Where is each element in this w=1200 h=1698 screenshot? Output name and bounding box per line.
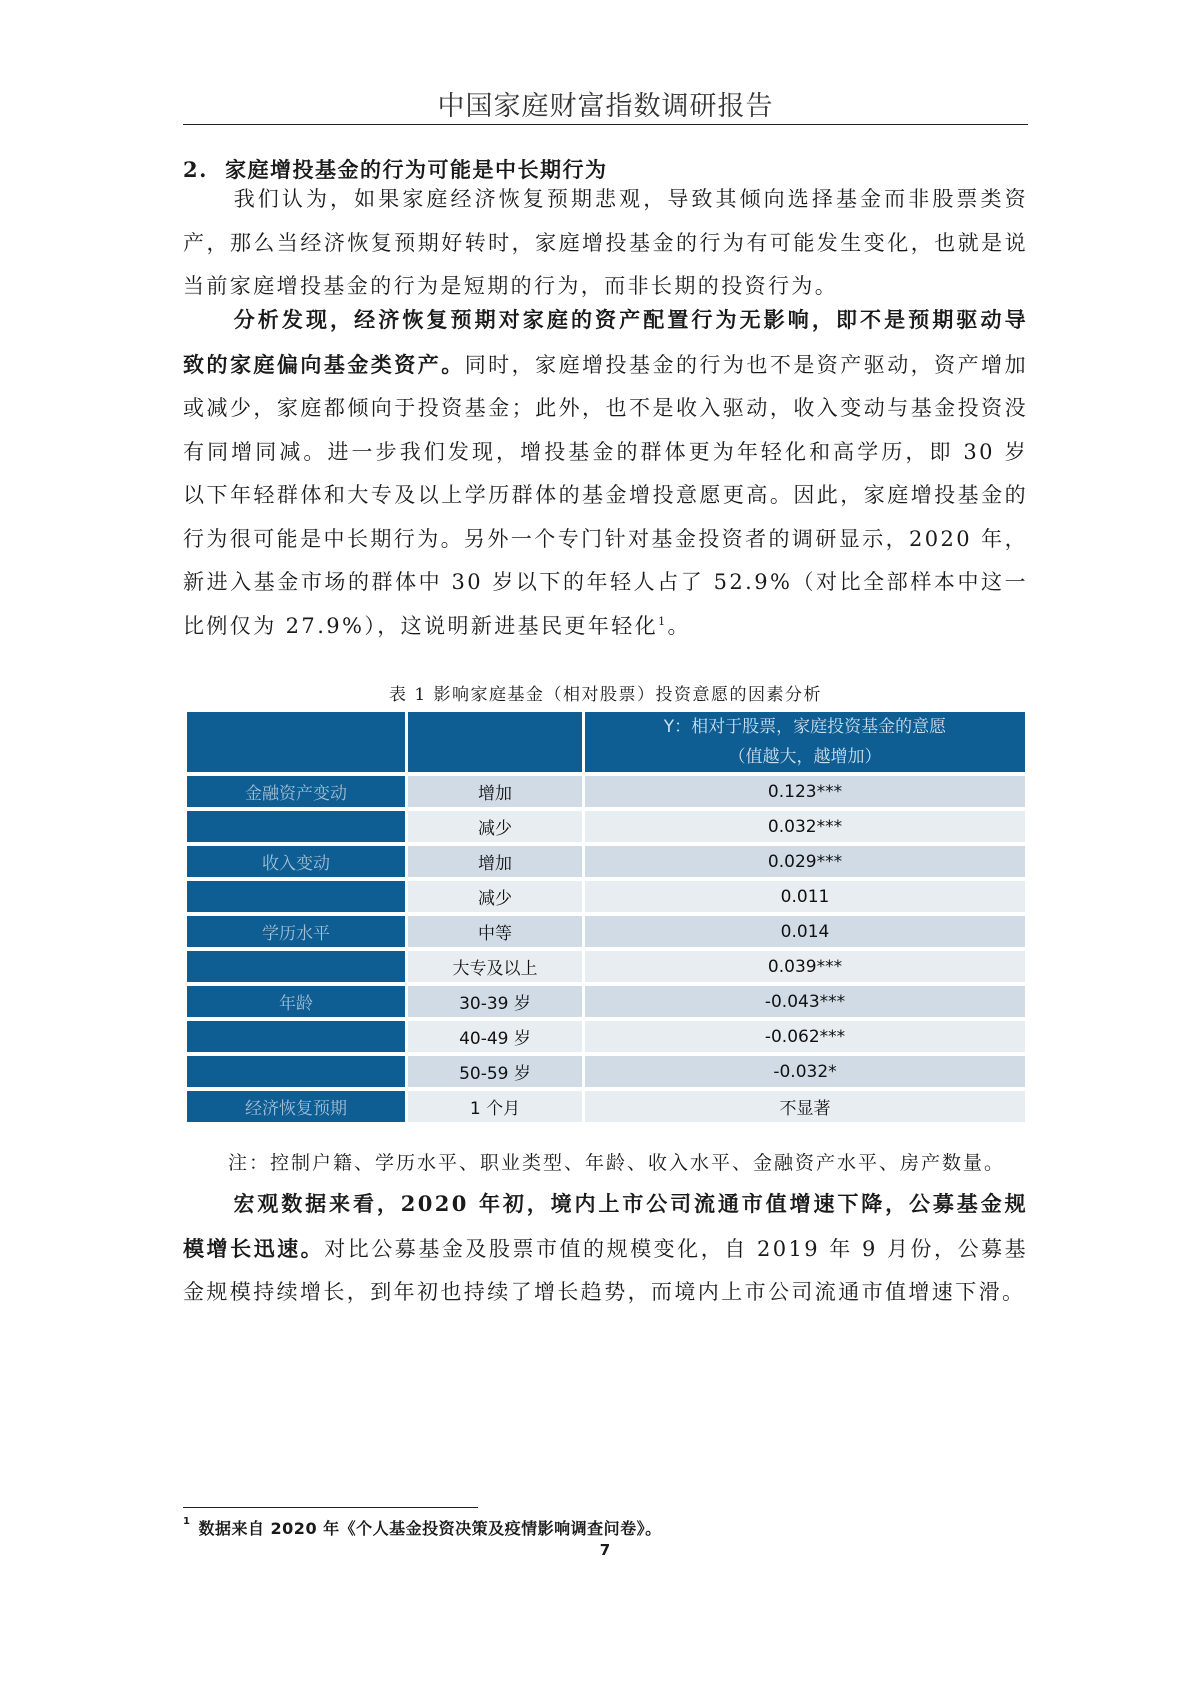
table-row bbox=[187, 1056, 1025, 1087]
table-cell-value: -0.043*** bbox=[585, 986, 1025, 1017]
paragraph-2 bbox=[183, 298, 1028, 648]
table-cell-factor: 经济恢复预期 bbox=[187, 1091, 405, 1122]
table-cell-factor bbox=[187, 951, 405, 982]
table-row bbox=[187, 846, 1025, 877]
factor-analysis-table bbox=[184, 708, 1028, 1126]
table-caption: 表 1 影响家庭基金（相对股票）投资意愿的因素分析 bbox=[388, 685, 823, 705]
table-cell-level: 减少 bbox=[408, 881, 582, 912]
paragraph-2-bold: 分析发现，经济恢复预期对家庭的资产配置行为无影响，即不是预期驱动导致的家庭偏向基金类资产。 bbox=[183, 307, 1028, 377]
paragraph-2-text: 同时，家庭增投基金的行为也不是资产驱动，资产增加或减少，家庭都倾向于投资基金；此外，也不是收入驱动，收入变动与基金投资没有同增同减。进一步我们发现，增投基金的群体更为年轻化和高学历，即 30 岁以下年轻群体和大专及以上学历群体的基金增投意愿更高。因此，家庭增投基金的行为很可能是中长期行为。另外一个专门针对基金投资者的调研显示，2020 年，新进入基金市场的群体中 30 岁以下的年轻人占了 52.9%（对比全部样本中这一比例仅为 27.9%），这说明新进基民更年轻化 bbox=[183, 352, 1028, 638]
section-title: 家庭增投基金的行为可能是中长期行为 bbox=[225, 157, 608, 182]
table-row bbox=[187, 1091, 1025, 1122]
header-divider bbox=[183, 124, 1028, 125]
table-cell-factor: 金融资产变动 bbox=[187, 776, 405, 807]
page-number: 7 bbox=[599, 1541, 611, 1559]
table-header-line-1: Y：相对于股票，家庭投资基金的意愿 bbox=[663, 717, 947, 737]
paragraph-1-text: 我们认为，如果家庭经济恢复预期悲观，导致其倾向选择基金而非股票类资产，那么当经济恢复预期好转时，家庭增投基金的行为有可能发生变化，也就是说当前家庭增投基金的行为是短期的行为，而非长期的投资行为。 bbox=[183, 187, 1028, 298]
table-row bbox=[187, 916, 1025, 947]
table-cell-level: 40-49 岁 bbox=[408, 1021, 582, 1052]
paragraph-2-end: 。 bbox=[667, 613, 691, 638]
table-cell-factor bbox=[187, 811, 405, 842]
table-header-empty-2 bbox=[408, 712, 582, 772]
table-cell-factor: 学历水平 bbox=[187, 916, 405, 947]
table-cell-level: 中等 bbox=[408, 916, 582, 947]
section-number: 2. bbox=[183, 157, 208, 182]
paragraph-3 bbox=[183, 1182, 1028, 1315]
table-cell-level: 大专及以上 bbox=[408, 951, 582, 982]
table-row bbox=[187, 881, 1025, 912]
table-note: 注：控制户籍、学历水平、职业类型、年龄、收入水平、金融资产水平、房产数量。 bbox=[228, 1152, 1006, 1174]
paragraph-3-text: 对比公募基金及股票市值的规模变化，自 2019 年 9 月份，公募基金规模持续增长，到年初也持续了增长趋势，而境内上市公司流通市值增速下滑。 bbox=[183, 1236, 1028, 1304]
table-header-label bbox=[585, 712, 1025, 772]
table-cell-value: -0.062*** bbox=[585, 1021, 1025, 1052]
table-cell-value: -0.032* bbox=[585, 1056, 1025, 1087]
table-cell-value: 不显著 bbox=[585, 1091, 1025, 1122]
table-header-empty-1 bbox=[187, 712, 405, 772]
table-cell-factor bbox=[187, 1021, 405, 1052]
table-header-line-2: （值越大，越增加） bbox=[728, 747, 882, 767]
table-row bbox=[187, 1021, 1025, 1052]
table-cell-level: 30-39 岁 bbox=[408, 986, 582, 1017]
table-header-row bbox=[187, 712, 1025, 772]
table-cell-value: 0.039*** bbox=[585, 951, 1025, 982]
table-cell-factor: 年龄 bbox=[187, 986, 405, 1017]
table-cell-factor: 收入变动 bbox=[187, 846, 405, 877]
table-cell-level: 增加 bbox=[408, 846, 582, 877]
table-cell-value: 0.123*** bbox=[585, 776, 1025, 807]
table-row bbox=[187, 951, 1025, 982]
footnote-text: 数据来自 2020 年《个人基金投资决策及疫情影响调查问卷》。 bbox=[198, 1519, 662, 1538]
paragraph-3-bold: 宏观数据来看，2020 年初，境内上市公司流通市值增速下降，公募基金规模增长迅速。 bbox=[183, 1191, 1028, 1261]
table-cell-value: 0.014 bbox=[585, 916, 1025, 947]
table-cell-level: 减少 bbox=[408, 811, 582, 842]
table-cell-value: 0.011 bbox=[585, 881, 1025, 912]
paragraph-1 bbox=[183, 178, 1028, 309]
footnote-mark: 1 bbox=[183, 1516, 191, 1527]
footnote bbox=[183, 1516, 662, 1539]
table-cell-factor bbox=[187, 881, 405, 912]
table-cell-factor bbox=[187, 1056, 405, 1087]
table-cell-value: 0.032*** bbox=[585, 811, 1025, 842]
table-row bbox=[187, 776, 1025, 807]
report-header-title: 中国家庭财富指数调研报告 bbox=[437, 91, 774, 122]
table-cell-value: 0.029*** bbox=[585, 846, 1025, 877]
table-cell-level: 1 个月 bbox=[408, 1091, 582, 1122]
table-row bbox=[187, 986, 1025, 1017]
table-cell-level: 50-59 岁 bbox=[408, 1056, 582, 1087]
footnote-reference[interactable]: 1 bbox=[658, 614, 668, 628]
table-cell-level: 增加 bbox=[408, 776, 582, 807]
footnote-divider bbox=[183, 1507, 478, 1508]
table-row bbox=[187, 811, 1025, 842]
